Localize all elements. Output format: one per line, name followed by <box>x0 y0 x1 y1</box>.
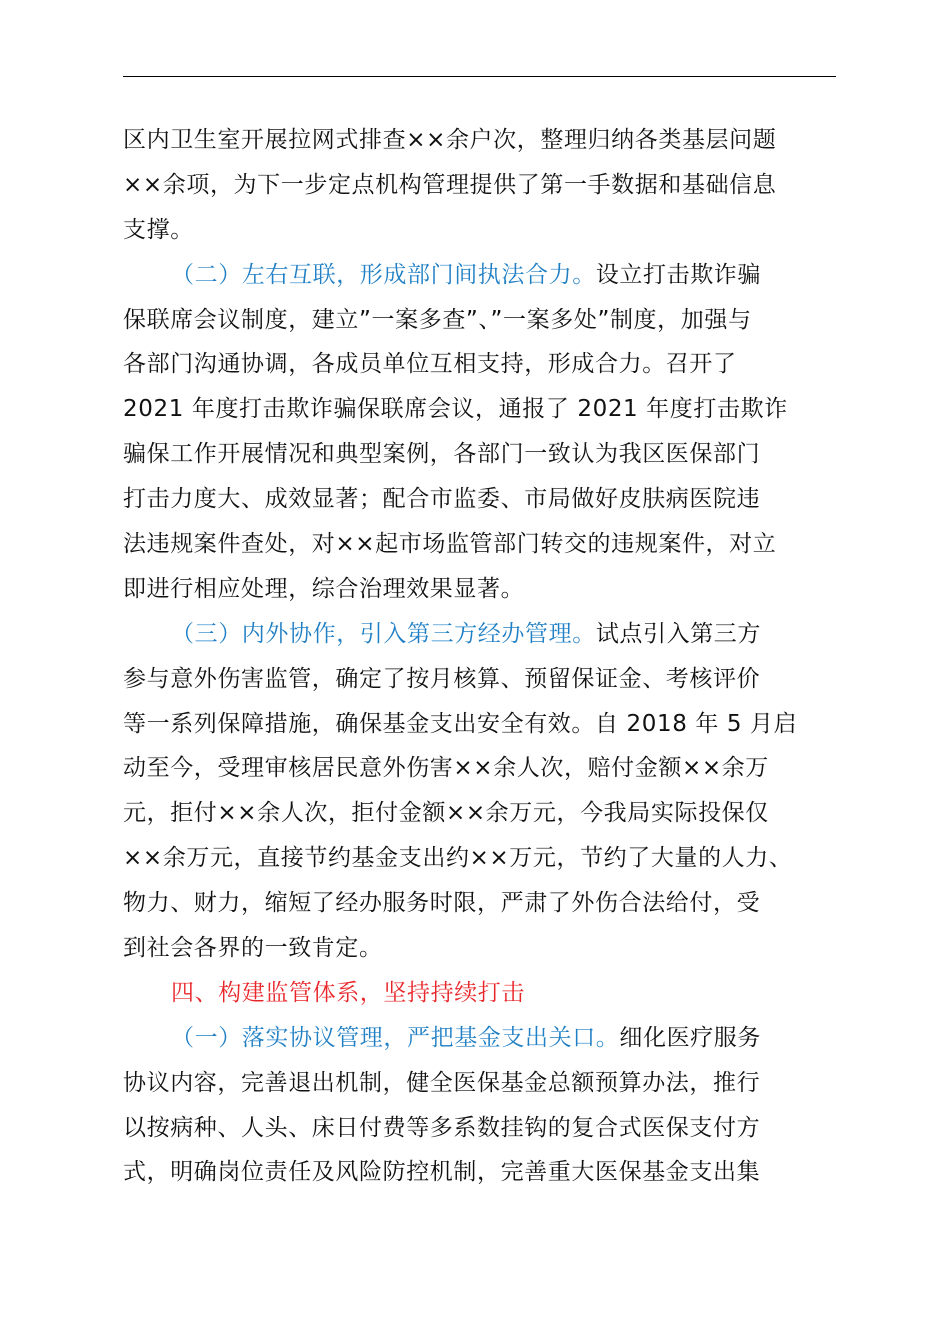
paragraph-start-line: （三）内外协作，引入第三方经办管理。试点引入第三方 <box>171 620 762 647</box>
text-line: 各部门沟通协调，各成员单位互相支持，形成合力。召开了 <box>123 351 737 378</box>
subheading: （一）落实协议管理，严把基金支出关口。 <box>171 1024 620 1051</box>
section-heading: 四、构建监管体系，坚持持续打击 <box>171 979 525 1006</box>
text-line: 保联席会议制度，建立”一案多查”、”一案多处”制度，加强与 <box>123 306 752 333</box>
text-line: 元，拒付××余人次，拒付金额××余万元，今我局实际投保仅 <box>123 800 769 827</box>
header-rule <box>123 76 836 77</box>
document-body <box>123 118 863 1195</box>
text-line: 动至今，受理审核居民意外伤害××余人次，赔付金额××余万 <box>123 755 769 782</box>
text-line: 参与意外伤害监管，确定了按月核算、预留保证金、考核评价 <box>123 665 761 692</box>
text-line: 打击力度大、成效显著；配合市监委、市局做好皮肤病医院违 <box>123 486 761 513</box>
text-line: 法违规案件查处，对××起市场监管部门转交的违规案件，对立 <box>123 531 777 558</box>
text-line: 物力、财力，缩短了经办服务时限，严肃了外伤合法给付，受 <box>123 890 761 917</box>
text-line: ××余项，为下一步定点机构管理提供了第一手数据和基础信息 <box>123 171 777 198</box>
text-line: 式，明确岗位责任及风险防控机制，完善重大医保基金支出集 <box>123 1159 761 1186</box>
text-line: 区内卫生室开展拉网式排查××余户次，整理归纳各类基层问题 <box>123 127 777 153</box>
text-line: 以按病种、人头、床日付费等多系数挂钩的复合式医保支付方 <box>123 1114 761 1141</box>
text-line: 支撑。 <box>123 216 194 243</box>
text-line: 骗保工作开展情况和典型案例，各部门一致认为我区医保部门 <box>123 441 761 468</box>
text-line: ××余万元，直接节约基金支出约××万元，节约了大量的人力、 <box>123 845 793 872</box>
subheading: （二）左右互联，形成部门间执法合力。 <box>171 261 596 288</box>
text-line: 2021 年度打击欺诈骗保联席会议，通报了 2021 年度打击欺诈 <box>123 396 788 423</box>
text-line: 到社会各界的一致肯定。 <box>123 935 383 962</box>
subheading: （三）内外协作，引入第三方经办管理。 <box>171 620 596 647</box>
text-line: 协议内容，完善退出机制，健全医保基金总额预算办法，推行 <box>123 1069 761 1096</box>
paragraph-start-line: （二）左右互联，形成部门间执法合力。设立打击欺诈骗 <box>171 261 762 288</box>
text-line: 等一系列保障措施，确保基金支出安全有效。自 2018 年 5 月启 <box>123 710 798 737</box>
text-line: 即进行相应处理，综合治理效果显著。 <box>123 575 525 602</box>
paragraph-start-line: （一）落实协议管理，严把基金支出关口。细化医疗服务 <box>171 1024 762 1051</box>
